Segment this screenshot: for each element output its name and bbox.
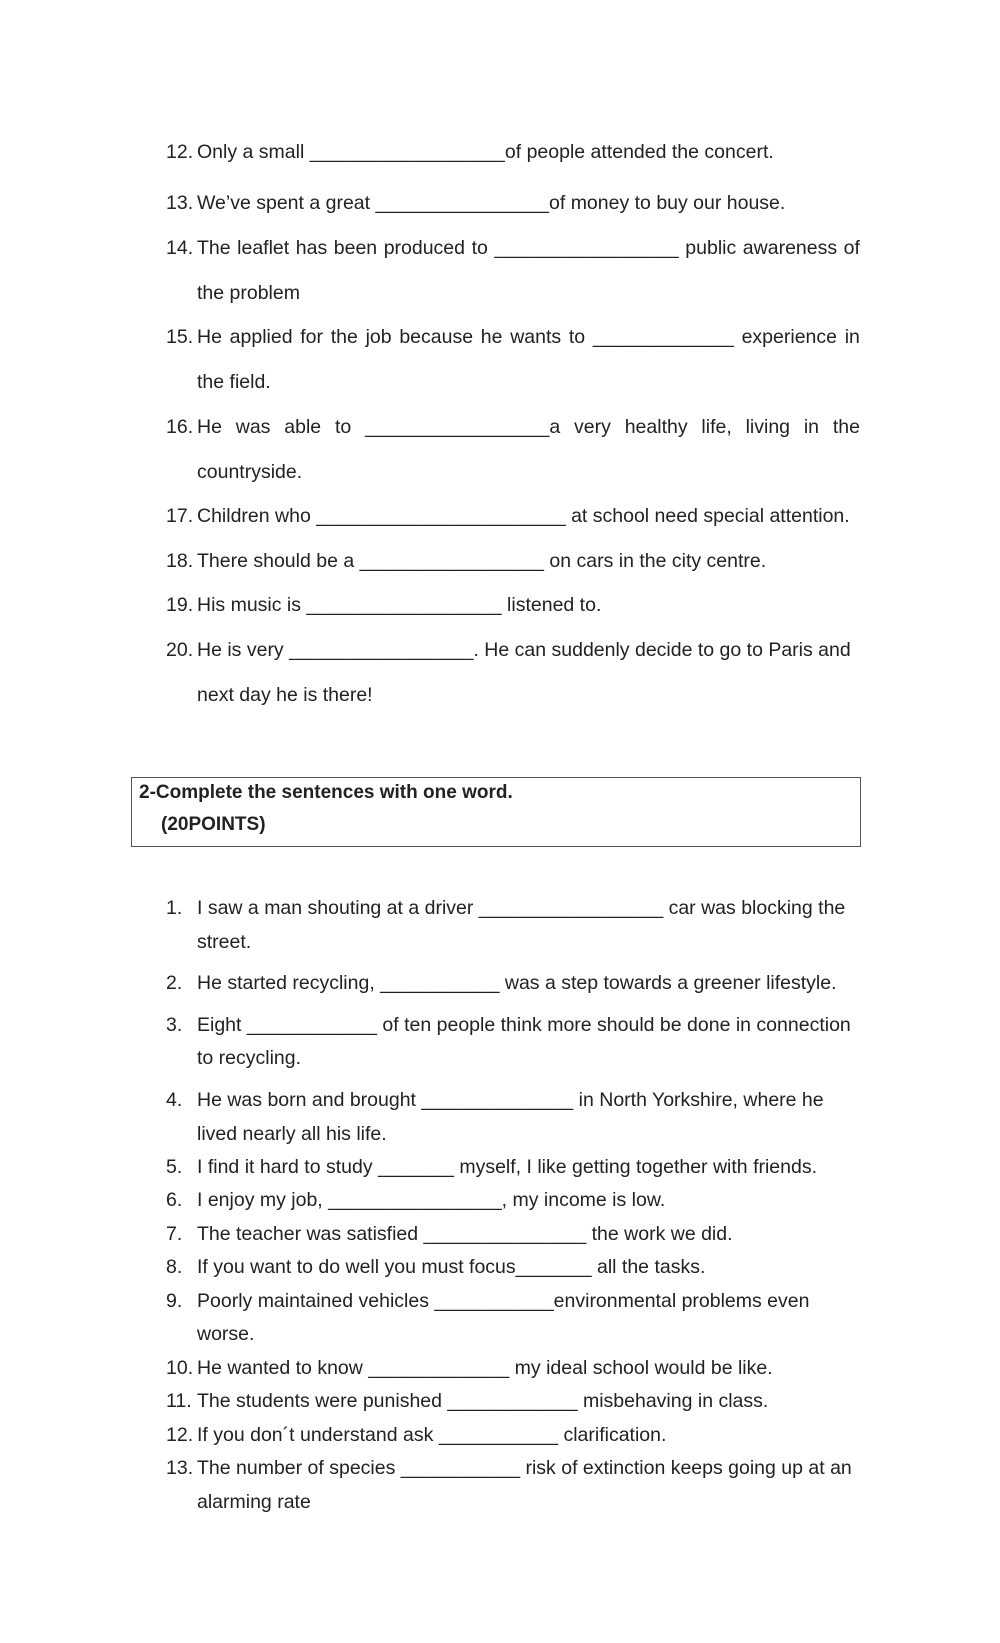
item-sentence: The teacher was satisfied _______________ the work we did. — [197, 1223, 733, 1245]
word: to — [568, 326, 586, 348]
item-sentence: There should be a _________________ on cars in the city centre. — [197, 550, 767, 572]
section-2-header-box — [131, 777, 861, 847]
word: awareness — [742, 237, 838, 259]
item-sentence: The number of species ___________ risk of extinction keeps going up at an — [197, 1457, 852, 1479]
item-1-continuation: street. — [197, 931, 252, 953]
word: applied — [229, 326, 293, 348]
item-number: 17. — [166, 505, 194, 527]
item-sentence: Only a small __________________of people attended the concert. — [197, 141, 774, 163]
word: public — [685, 237, 737, 259]
word: very — [574, 416, 611, 438]
item-sentence — [197, 417, 860, 437]
word: he — [480, 326, 503, 348]
word: job — [365, 326, 392, 348]
item-sentence: Eight ____________ of ten people think more should be done in connection — [197, 1014, 851, 1036]
item-number: 19. — [166, 594, 194, 616]
section-2-title: 2-Complete the sentences with one word. — [139, 782, 513, 803]
item-sentence — [197, 238, 860, 258]
item-number: 15. — [166, 326, 194, 348]
word: leaflet — [237, 237, 290, 259]
item-number: 13. — [166, 192, 194, 214]
item-sentence: If you want to do well you must focus_______ all the tasks. — [197, 1256, 706, 1278]
item-sentence: He is very _________________. He can suddenly decide to go to Paris and — [197, 639, 851, 661]
answer-blank: _____________ — [592, 326, 734, 348]
word: been — [333, 237, 378, 259]
item-number: 18. — [166, 550, 194, 572]
word: of — [843, 237, 860, 259]
item-number: 13. — [166, 1457, 194, 1479]
word: The — [197, 237, 231, 259]
item-number: 1. — [166, 897, 183, 919]
word: the — [832, 416, 860, 438]
word: was — [235, 416, 271, 438]
item-15-continuation: the field. — [197, 371, 271, 393]
item-number: 3. — [166, 1014, 183, 1036]
item-number: 11. — [166, 1390, 192, 1412]
item-13-continuation: alarming rate — [197, 1491, 311, 1513]
item-sentence: Poorly maintained vehicles ___________environmental problems even — [197, 1290, 810, 1312]
word: the — [330, 326, 358, 348]
word: to — [334, 416, 352, 438]
item-number: 16. — [166, 416, 194, 438]
item-14-continuation: the problem — [197, 282, 300, 304]
item-number: 4. — [166, 1089, 183, 1111]
item-number: 12. — [166, 141, 194, 163]
item-4-continuation: lived nearly all his life. — [197, 1123, 387, 1145]
word: living — [745, 416, 791, 438]
word: He — [197, 326, 222, 348]
item-number: 20. — [166, 639, 194, 661]
word: produced — [383, 237, 466, 259]
item-sentence: If you don´t understand ask ___________ clarification. — [197, 1424, 667, 1446]
item-sentence: He was born and brought ______________ in North Yorkshire, where he — [197, 1089, 824, 1111]
item-sentence: I saw a man shouting at a driver _________________ car was blocking the — [197, 897, 846, 919]
item-sentence: He wanted to know _____________ my ideal school would be like. — [197, 1357, 773, 1379]
word: because — [399, 326, 474, 348]
item-number: 8. — [166, 1256, 183, 1278]
item-number: 5. — [166, 1156, 183, 1178]
item-number: 6. — [166, 1189, 183, 1211]
item-number: 10. — [166, 1357, 194, 1379]
item-16-continuation: countryside. — [197, 461, 303, 483]
answer-blank: _________________ — [494, 237, 679, 259]
item-sentence: Children who _______________________ at school need special attention. — [197, 505, 850, 527]
item-sentence: The students were punished ____________ misbehaving in class. — [197, 1390, 769, 1412]
item-number: 9. — [166, 1290, 183, 1312]
word: in — [803, 416, 820, 438]
item-sentence — [197, 327, 860, 347]
item-3-continuation: to recycling. — [197, 1047, 302, 1069]
item-number: 2. — [166, 972, 183, 994]
word: has — [295, 237, 328, 259]
section-2-points: (20POINTS) — [161, 814, 266, 835]
item-sentence: We’ve spent a great ________________of money to buy our house. — [197, 192, 786, 214]
item-sentence: I find it hard to study _______ myself, I like getting together with friends. — [197, 1156, 818, 1178]
word: experience — [741, 326, 837, 348]
word: He — [197, 416, 222, 438]
word: wants — [510, 326, 562, 348]
item-sentence: I enjoy my job, ________________, my income is low. — [197, 1189, 666, 1211]
word: healthy — [624, 416, 688, 438]
item-number: 12. — [166, 1424, 194, 1446]
answer-blank: _________________a — [365, 416, 561, 438]
word: able — [284, 416, 322, 438]
item-20-continuation: next day he is there! — [197, 684, 373, 706]
item-sentence: He started recycling, ___________ was a step towards a greener lifestyle. — [197, 972, 837, 994]
item-number: 14. — [166, 237, 194, 259]
word: for — [300, 326, 324, 348]
word: in — [844, 326, 860, 348]
item-sentence: His music is __________________ listened to. — [197, 594, 602, 616]
word: life, — [701, 416, 732, 438]
item-number: 7. — [166, 1223, 183, 1245]
word: to — [471, 237, 488, 259]
item-9-continuation: worse. — [197, 1323, 255, 1345]
